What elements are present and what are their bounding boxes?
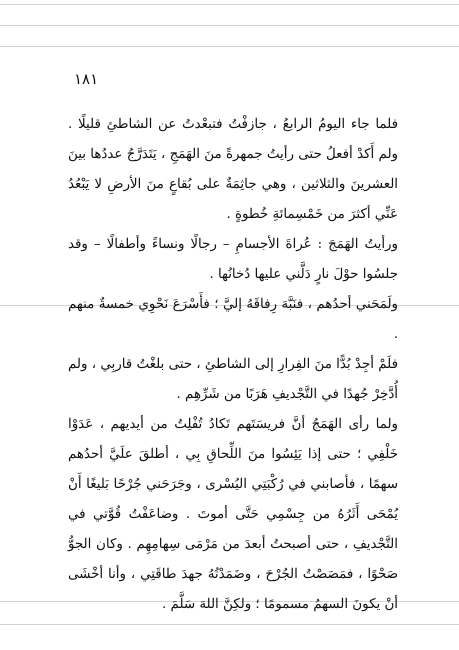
paragraph: فلما جاء اليومُ الرابعُ ، جازفْتُ فتبعْدتُ عن الشاطئِ قليلًا . ولم أَكدْ أفعلُ حتى رأيتُ جمهرةً منَ الهَمَجِ ، يَتَدَرَّجُ عددُها بينَ العشرينَ والثلاثين ، وهي جاثِمَةٌ على بُقاعٍ منَ الأرضِ لا يَبْعُدُ عَنِّي أكثرَ من خَمْسِمائةِ خُطوةٍ .	[68, 117, 398, 222]
paragraph: فلَمْ أجِدْ بُدًّا منَ الفِرارِ إلى الشاطئِ ، حتى بلغْتُ قاربِي ، ولم أُدَّخِرْ جُهدًا في التَّجْديفِ هَرَبًا من شَرِّهِم .	[68, 357, 398, 402]
ruled-line	[0, 46, 459, 47]
page-number: ١٨١	[74, 70, 99, 88]
paragraph: ولَمَحَني أحدُهم ، فنَبَّهَ رِفاقَهُ إليَّ ؛ فأَسْرَعَ نَحْوِي خمسةٌ منهم .	[68, 297, 398, 342]
body-text	[68, 110, 398, 620]
ruled-line	[0, 25, 459, 26]
paragraph: ولما رأى الهَمَجُ أنَّ فريسَتَهم تَكادُ تُفْلِتُ من أيديهم ، عَدَوْا خَلْفِي ؛ حتى إذا يَئِسُوا منَ اللِّحاقِ بِي ، أطلقَ علَيَّ أحدُهم سهمًا ، فأصابني في رُكْبَتِي اليُسْرى ، وجَرَحَني جُرْحًا بَليغًا أَنْ يُمْحَى أَثَرُهُ من جِسْمِي حَتَّى أموتَ . وضاعَفْتُ قُوَّتي في التَّجْديفِ ، حتى أصبحتُ أبعدَ من مَرْمَى سِهامِهِم . وكان الجوُّ صَحْوًا ، فمَصَصْتُ الجُرْحَ ، وضَمَدْتُهُ جهدَ طاقَتِي ، وأنا أخْشَى أنْ يكونَ السهمُ مسمومًا ؛ ولكِنَّ اللهَ سَلَّمَ .	[68, 417, 398, 612]
ruled-line	[0, 624, 459, 625]
paragraph: ورأيتُ الهَمَجَ : عُراةَ الأجسامِ – رجالًا ونساءً وأطفالًا – وقد جلسُوا حوْلَ نارٍ دَلَّني عليها دُخانُها .	[68, 237, 398, 282]
ruled-line	[0, 4, 459, 5]
